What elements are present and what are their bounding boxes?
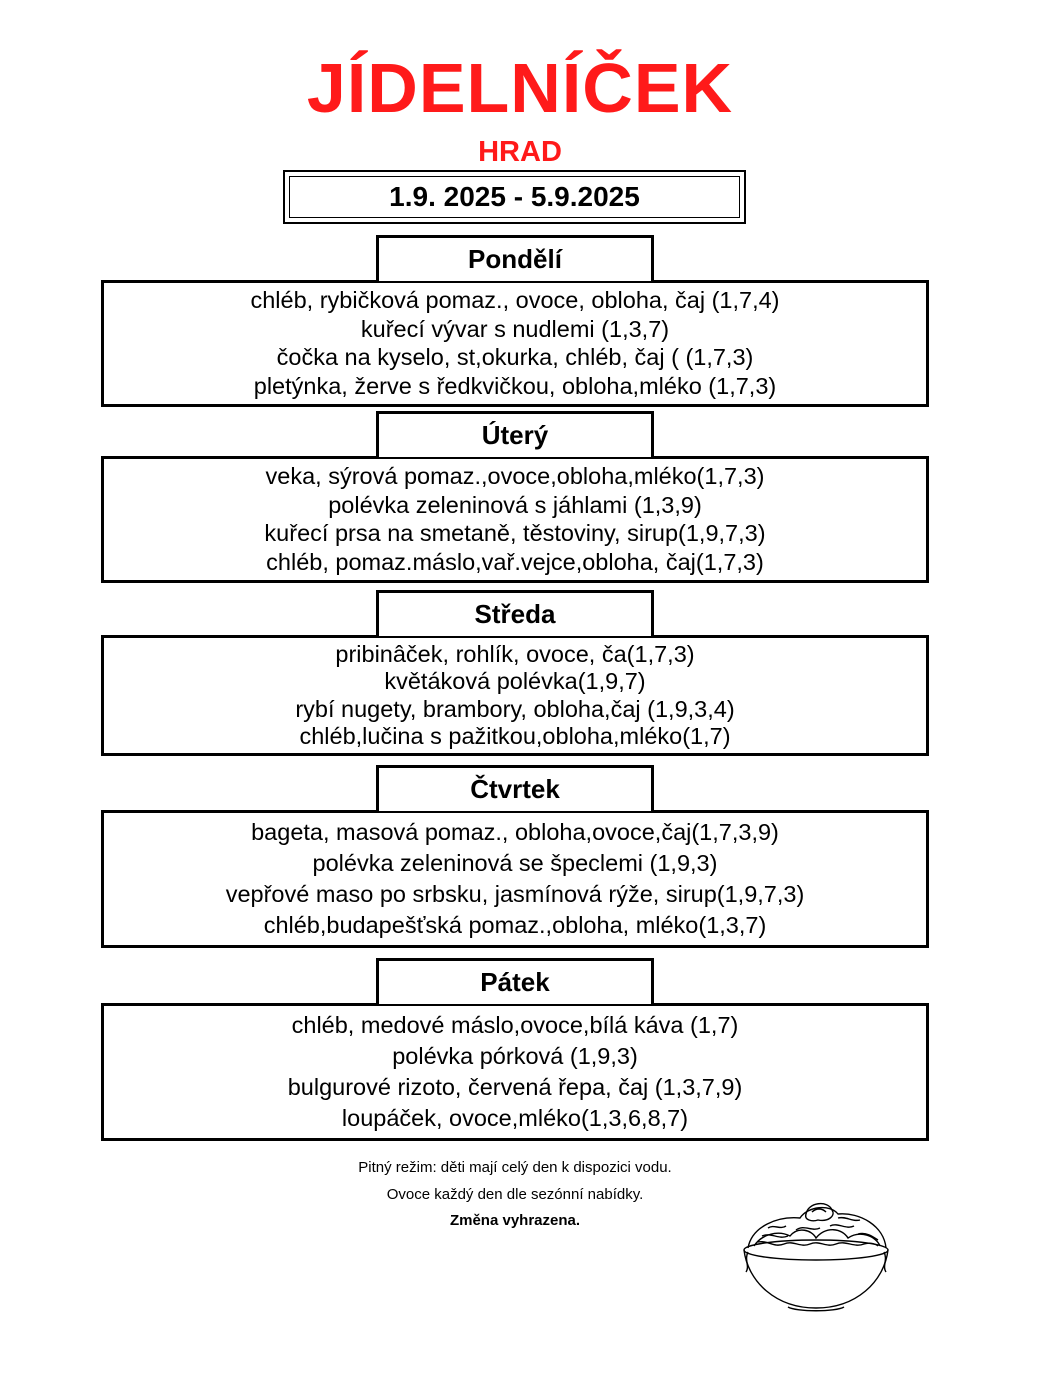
note-fruit: Ovoce každý den dle sezónní nabídky. — [386, 1186, 644, 1203]
meal-item: čočka na kyselo, st,okurka, chléb, čaj ( (1,7,3) — [276, 344, 754, 371]
meal-item: bageta, masová pomaz., obloha,ovoce,čaj(1,7,3,9) — [251, 819, 779, 845]
meal-item: bulgurové rizoto, červená řepa, čaj (1,3,7,9) — [287, 1074, 743, 1100]
day-label-tuesday: Úterý — [376, 411, 654, 457]
meal-item: kuřecí vývar s nudlemi (1,3,7) — [360, 315, 670, 342]
meal-item: rybí nugety, brambory, obloha,čaj (1,9,3,4) — [295, 695, 735, 722]
meal-item: chléb, pomaz.máslo,vař.vejce,obloha, čaj(1,7,3) — [266, 549, 764, 576]
spaghetti-bowl-icon — [738, 1196, 894, 1314]
meal-item: pletýnka, žerve s ředkvičkou, obloha,mléko (1,7,3) — [253, 373, 777, 400]
meal-item: loupáček, ovoce,mléko(1,3,6,8,7) — [341, 1105, 689, 1131]
meal-item: kuřecí prsa na smetaně, těstoviny, sirup(1,9,7,3) — [264, 520, 766, 547]
day-menu-thursday — [101, 810, 929, 948]
day-label-wednesday: Středa — [376, 590, 654, 636]
meal-item: chléb,budapešťská pomaz.,obloha, mléko(1,3,7) — [263, 912, 767, 938]
meal-item: veka, sýrová pomaz.,ovoce,obloha,mléko(1,7,3) — [265, 462, 765, 489]
day-label-monday: Pondělí — [376, 235, 654, 281]
day-menu-wednesday — [101, 635, 929, 756]
date-range-box — [283, 170, 746, 224]
meal-item: chléb, medové máslo,ovoce,bílá káva (1,7) — [291, 1012, 739, 1038]
day-menu-tuesday — [101, 456, 929, 583]
meal-item: květáková polévka(1,9,7) — [384, 668, 646, 695]
date-range: 1.9. 2025 - 5.9.2025 — [289, 176, 740, 218]
day-label-thursday: Čtvrtek — [376, 765, 654, 811]
meal-item: polévka pórková (1,9,3) — [392, 1043, 638, 1069]
meal-item: pribinâček, rohlík, ovoce, ča(1,7,3) — [335, 640, 695, 667]
meal-item: chléb, rybičková pomaz., ovoce, obloha, čaj (1,7,4) — [250, 286, 780, 313]
meal-item: chléb,lučina s pažitkou,obloha,mléko(1,7) — [299, 723, 731, 750]
day-label-friday: Pátek — [376, 958, 654, 1004]
note-drinking: Pitný režim: děti mají celý den k dispozici vodu. — [358, 1159, 672, 1176]
note-change-reserved: Změna vyhrazena. — [449, 1212, 581, 1229]
meal-item: polévka zeleninová se špeclemi (1,9,3) — [312, 850, 718, 876]
meal-item: polévka zeleninová s jáhlami (1,3,9) — [328, 491, 702, 518]
page-title: JÍDELNÍČEK — [306, 49, 734, 127]
day-menu-friday — [101, 1003, 929, 1141]
page-subtitle: HRAD — [478, 136, 562, 168]
meal-item: vepřové maso po srbsku, jasmínová rýže, sirup(1,9,7,3) — [225, 881, 805, 907]
day-menu-monday — [101, 280, 929, 407]
